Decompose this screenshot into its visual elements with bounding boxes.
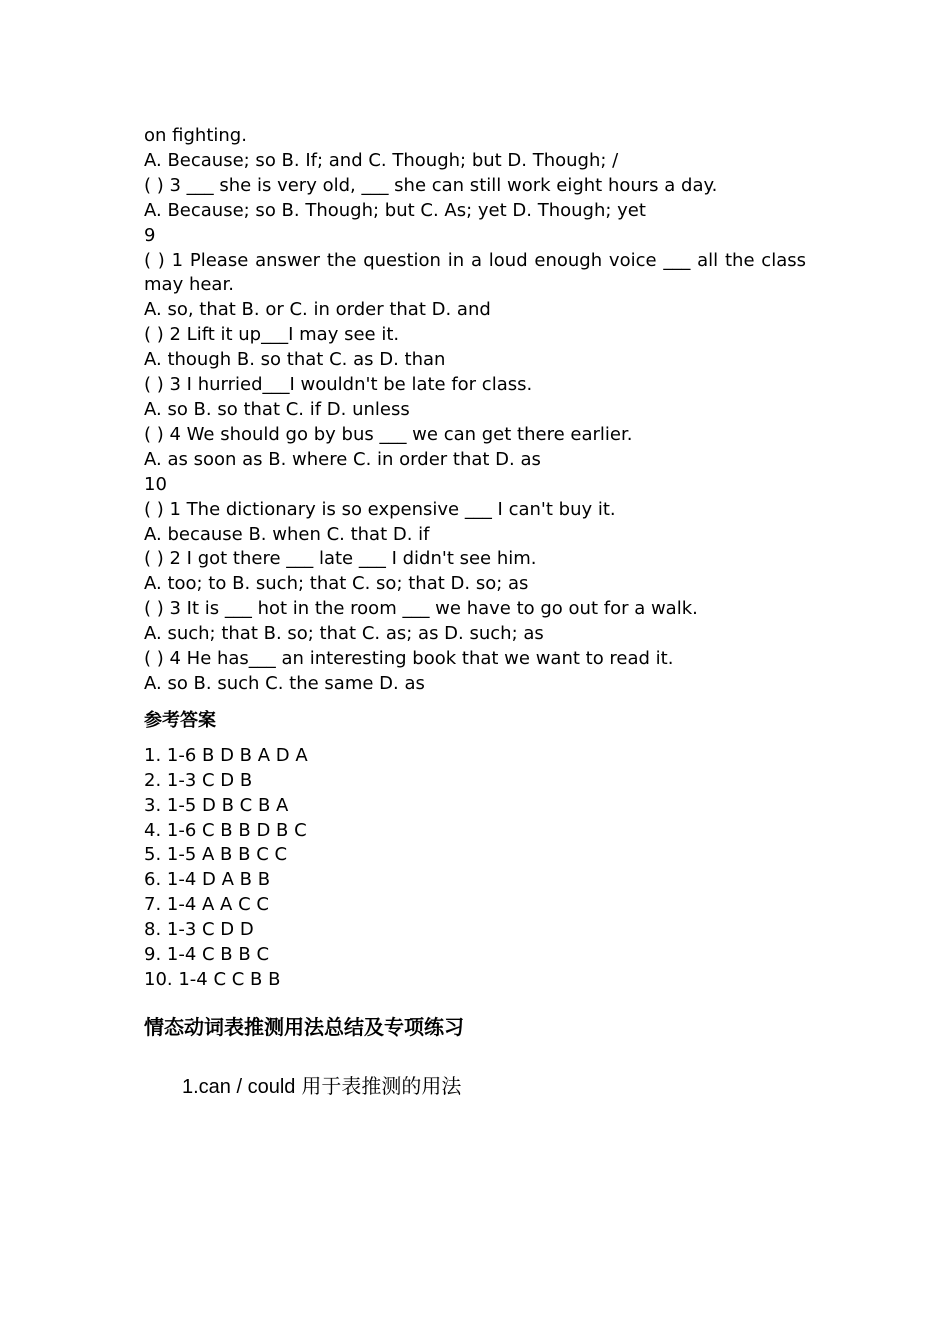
- options-line: A. though B. so that C. as D. than: [144, 349, 446, 371]
- question-line: ( ) 3 ___ she is very old, ___ she can still work eight hours a day.: [144, 174, 718, 196]
- options-line: A. such; that B. so; that C. as; as D. such; as: [144, 623, 544, 645]
- questions-block: [144, 124, 806, 697]
- options-line: A. so, that B. or C. in order that D. and: [144, 299, 491, 321]
- answer-item: 7. 1-4 A A C C: [144, 894, 269, 916]
- subheading: [144, 1072, 806, 1101]
- answer-key-heading: 参考答案: [144, 709, 216, 731]
- question-line: ( ) 2 I got there ___ late ___ I didn't see him.: [144, 548, 537, 570]
- answer-key-list: [144, 744, 806, 993]
- options-line: A. Because; so B. Though; but C. As; yet D. Though; yet: [144, 199, 646, 221]
- answer-item: 2. 1-3 C D B: [144, 769, 253, 791]
- answer-item: 9. 1-4 C B B C: [144, 944, 270, 966]
- answer-item: 1. 1-6 B D B A D A: [144, 744, 308, 766]
- exercise-number: 10: [144, 473, 167, 495]
- section-title: 情态动词表推测用法总结及专项练习: [144, 1014, 464, 1039]
- options-line: A. because B. when C. that D. if: [144, 523, 430, 545]
- question-line: ( ) 1 The dictionary is so expensive ___ I can't buy it.: [144, 498, 616, 520]
- options-line: A. Because; so B. If; and C. Though; but D. Though; /: [144, 149, 619, 171]
- subheading-prefix: 1.can / could: [182, 1075, 296, 1098]
- answer-item: 8. 1-3 C D D: [144, 919, 254, 941]
- subheading-suffix: 用于表推测的用法: [301, 1073, 462, 1098]
- text-line: on fighting.: [144, 125, 247, 146]
- question-line: ( ) 4 We should go by bus ___ we can get there earlier.: [144, 423, 633, 445]
- answer-item: 4. 1-6 C B B D B C: [144, 819, 307, 841]
- answer-item: 5. 1-5 A B B C C: [144, 844, 288, 866]
- answer-item: 6. 1-4 D A B B: [144, 869, 271, 891]
- options-line: A. too; to B. such; that C. so; that D. so; as: [144, 573, 529, 595]
- question-line: ( ) 4 He has___ an interesting book that we want to read it.: [144, 648, 674, 670]
- question-line: ( ) 3 It is ___ hot in the room ___ we have to go out for a walk.: [144, 598, 698, 620]
- answer-item: 3. 1-5 D B C B A: [144, 794, 289, 816]
- answer-item: 10. 1-4 C C B B: [144, 969, 281, 990]
- options-line: A. so B. so that C. if D. unless: [144, 398, 410, 420]
- question-line: ( ) 1 Please answer the question in a loud enough voice ___ all the class may hear.: [144, 249, 806, 296]
- exercise-number: 9: [144, 224, 156, 246]
- question-line: ( ) 2 Lift it up___I may see it.: [144, 324, 400, 346]
- options-line: A. as soon as B. where C. in order that D. as: [144, 448, 541, 470]
- question-line: ( ) 3 I hurried___I wouldn't be late for class.: [144, 374, 533, 396]
- options-line: A. so B. such C. the same D. as: [144, 672, 425, 694]
- document-page: [144, 124, 806, 1101]
